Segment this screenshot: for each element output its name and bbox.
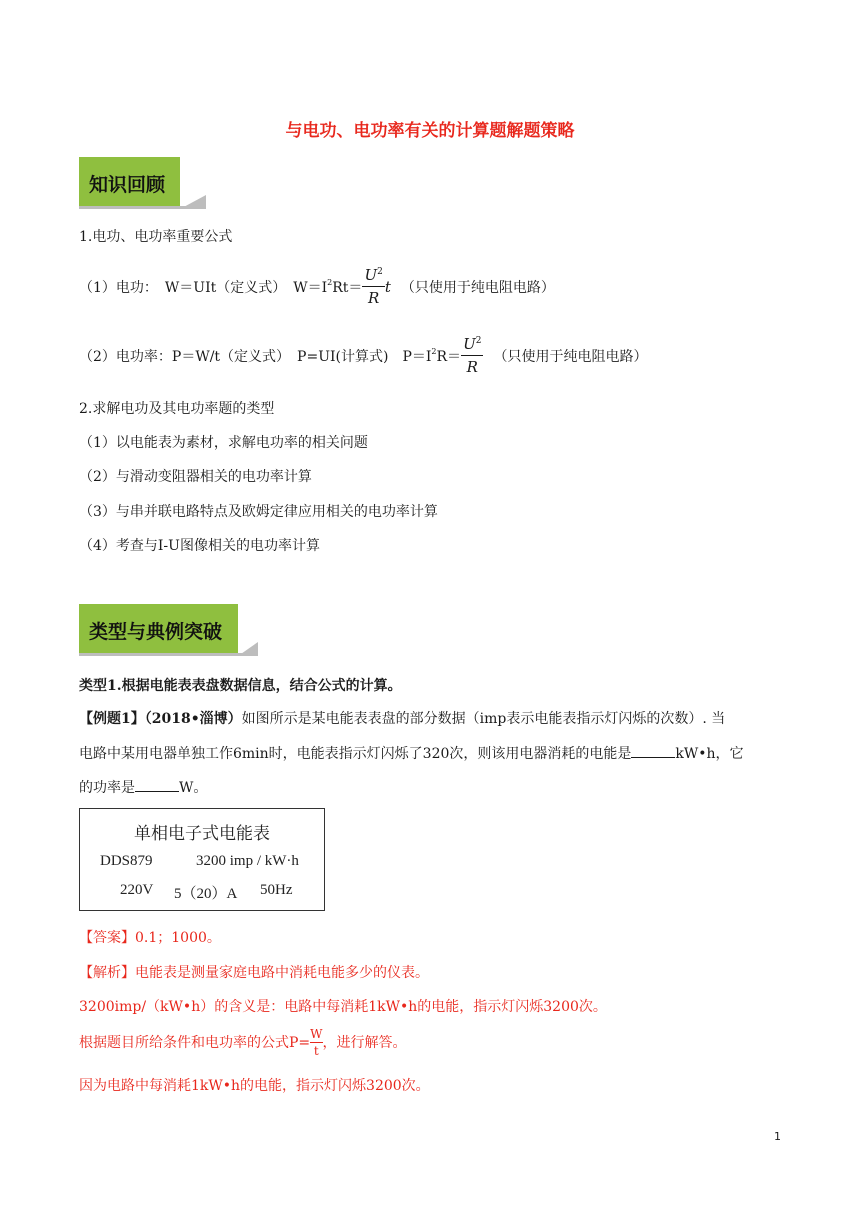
fraction-u2-over-r: $\frac{U^2}{R}$ xyxy=(364,266,383,307)
meter-figure xyxy=(79,808,325,911)
example-line-2: 电路中某用电器单独工作6min时，电能表指示灯闪烁了320次，则该用电器消耗的电能是 kW•h，它 xyxy=(79,746,744,762)
fraction-w-over-t: $\frac{W}{t}$ xyxy=(310,1026,323,1058)
answer-blank xyxy=(135,779,179,792)
answer-blank xyxy=(631,745,675,758)
formula-power: （2）电功率：P＝W/t（定义式） P=UI(计算式) P＝I $^2$ R＝ $\frac{U^2}{R}$ （只使用于纯电阻电路） xyxy=(79,335,648,376)
list-item: （4）考查与I-U图像相关的电功率计算 xyxy=(79,538,320,554)
section-banner-knowledge xyxy=(79,157,205,209)
answer: 【答案】0.1；1000。 xyxy=(79,930,221,946)
meter-frequency: 50Hz xyxy=(260,882,293,898)
page-number: 1 xyxy=(774,1130,781,1143)
list-item: （2）与滑动变阻器相关的电功率计算 xyxy=(79,469,312,485)
type-heading: 类型1.根据电能表表盘数据信息，结合公式的计算。 xyxy=(79,678,402,694)
page-title: 与电功、电功率有关的计算题解题策略 xyxy=(285,121,575,141)
formula-work: （1）电功： W＝UIt（定义式） W＝I $^2$ Rt＝ $\frac{U^2}{R}$ t （只使用于纯电阻电路） xyxy=(79,266,555,307)
analysis-line: 因为电路中每消耗1kW•h的电能，指示灯闪烁3200次。 xyxy=(79,1078,430,1094)
example-line-3: 的功率是 W。 xyxy=(79,780,208,796)
meter-title: 单相电子式电能表 xyxy=(134,824,270,844)
fraction-u2-over-r: $\frac{U^2}{R}$ xyxy=(463,335,482,376)
analysis-line: 【解析】电能表是测量家庭电路中消耗电能多少的仪表。 xyxy=(79,965,429,981)
meter-model: DDS879 xyxy=(100,853,153,869)
list-item: （3）与串并联电路特点及欧姆定律应用相关的电功率计算 xyxy=(79,504,438,520)
section-banner-types xyxy=(79,604,245,656)
item-title: 2.求解电功及其电功率题的类型 xyxy=(79,401,275,417)
meter-constant: 3200 imp / kW·h xyxy=(196,853,299,869)
example-line-1: 【例题1】（2018•淄博）如图所示是某电能表表盘的部分数据（imp表示电能表指示灯闪烁的次数）. 当 xyxy=(79,711,726,727)
list-item: （1）以电能表为素材，求解电功率的相关问题 xyxy=(79,435,368,451)
section-heading: 类型与典例突破 xyxy=(89,621,223,643)
analysis-line: 3200imp/（kW•h）的含义是：电路中每消耗1kW•h的电能，指示灯闪烁3200次。 xyxy=(79,999,607,1015)
item-title: 1.电功、电功率重要公式 xyxy=(79,229,233,245)
meter-voltage: 220V xyxy=(120,882,154,898)
analysis-line: 根据题目所给条件和电功率的公式P= $\frac{W}{t}$ ，进行解答。 xyxy=(79,1026,407,1058)
meter-current: 5（20）A xyxy=(174,886,238,902)
section-heading: 知识回顾 xyxy=(89,174,166,196)
